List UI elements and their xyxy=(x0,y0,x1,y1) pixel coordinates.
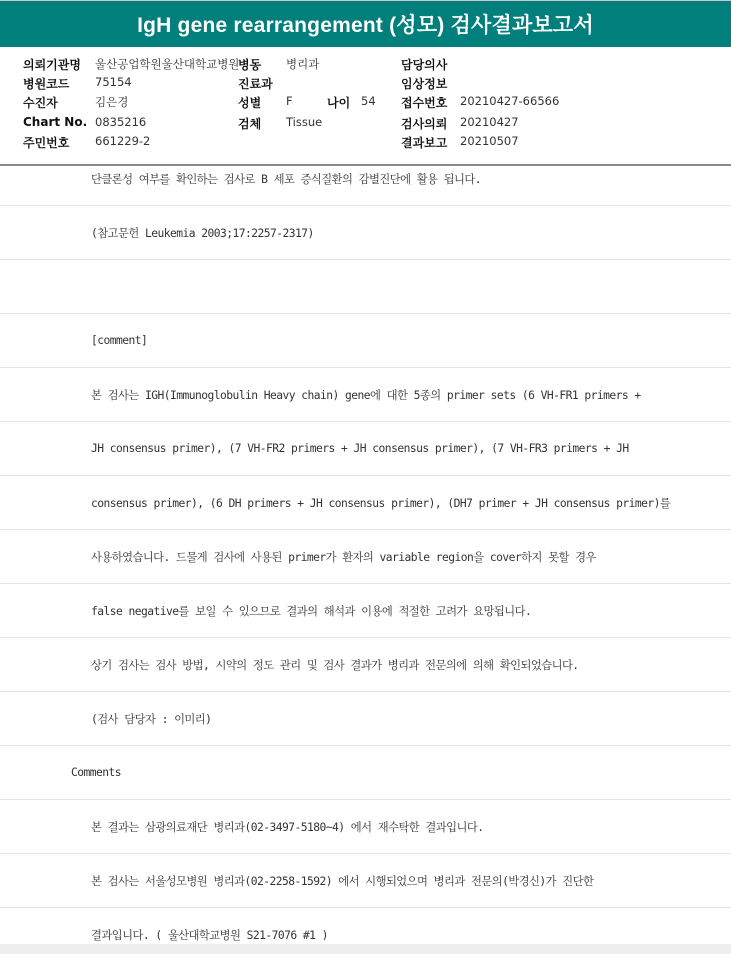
sex-label: 성별 xyxy=(238,96,262,110)
content-row xyxy=(0,584,731,638)
header-row-1 xyxy=(0,56,731,75)
receipt-no-value: 20210427-66566 xyxy=(460,94,560,108)
content-row xyxy=(0,854,731,908)
content-line: [comment] xyxy=(91,334,148,347)
bottom-strip xyxy=(0,944,731,954)
sex-value: F xyxy=(286,94,293,108)
dept-label: 진료과 xyxy=(238,77,273,91)
content-line: (검사 담당자 : 이미리) xyxy=(91,712,212,726)
content-line: consensus primer), (6 DH primers + JH consensus primer), (DH7 primer + JH consensus primer)를 xyxy=(91,496,671,510)
content-line: 단클론성 여부를 확인하는 검사로 B 세포 증식질환의 감별진단에 활용 됩니다. xyxy=(91,172,482,186)
ward-label: 병동 xyxy=(238,58,262,72)
comments-row xyxy=(0,746,731,800)
comments-heading: Comments xyxy=(71,766,122,779)
request-date-label: 검사의뢰 xyxy=(401,117,448,131)
report-body xyxy=(0,166,731,946)
report-title-bar xyxy=(0,0,731,47)
chart-no-label: Chart No. xyxy=(23,115,88,129)
hospital-label: 의뢰기관명 xyxy=(23,58,81,72)
content-row xyxy=(0,368,731,422)
report-date-value: 20210507 xyxy=(460,134,519,148)
content-line: 사용하였습니다. 드물게 검사에 사용된 primer가 환자의 variable region을 cover하지 못할 경우 xyxy=(91,550,596,564)
ward-value: 병리과 xyxy=(286,57,320,71)
hospital-code-label: 병원코드 xyxy=(23,77,70,91)
resident-no-label: 주민번호 xyxy=(23,136,70,150)
content-row xyxy=(0,206,731,260)
doctor-label: 담당의사 xyxy=(401,58,448,72)
content-line: JH consensus primer), (7 VH-FR2 primers + JH consensus primer), (7 VH-FR3 primers + JH xyxy=(91,442,629,455)
content-row xyxy=(0,530,731,584)
receipt-no-label: 접수번호 xyxy=(401,96,448,110)
content-row xyxy=(0,638,731,692)
content-line: 결과입니다. ( 울산대학교병원 S21-7076 #1 ) xyxy=(91,929,328,942)
content-line: 상기 검사는 검사 방법, 시약의 정도 관리 및 검사 결과가 병리과 전문의에 의해 확인되었습니다. xyxy=(91,658,579,672)
header-row-5 xyxy=(0,134,731,153)
content-row xyxy=(0,422,731,476)
specimen-label: 검체 xyxy=(238,117,262,131)
content-line: (참고문헌 Leukemia 2003;17:2257-2317) xyxy=(91,226,314,240)
clinical-info-label: 임상정보 xyxy=(401,77,448,91)
resident-no-value: 661229-2 xyxy=(95,134,151,148)
content-line: 본 검사는 서울성모병원 병리과(02-2258-1592) 에서 시행되었으며 병리과 전문의(박경신)가 진단한 xyxy=(91,874,594,888)
hospital-code-value: 75154 xyxy=(95,75,132,89)
content-row xyxy=(0,908,731,946)
header-row-4 xyxy=(0,115,731,134)
content-row xyxy=(0,692,731,746)
report-date-label: 결과보고 xyxy=(401,136,448,150)
content-row xyxy=(0,476,731,530)
request-date-value: 20210427 xyxy=(460,115,519,129)
content-line: false negative를 보일 수 있으므로 결과의 해석과 이용에 적절한 고려가 요망됩니다. xyxy=(91,604,532,618)
content-line: 본 결과는 삼광의료재단 병리과(02-3497-5180~4) 에서 재수탁한 결과입니다. xyxy=(91,820,484,834)
patient-label: 수진자 xyxy=(23,96,58,110)
report-header xyxy=(0,47,731,166)
content-line: 본 검사는 IGH(Immunoglobulin Heavy chain) gene에 대한 5종의 primer sets (6 VH-FR1 primers + xyxy=(91,388,641,402)
content-row xyxy=(0,314,731,368)
content-row xyxy=(0,166,731,206)
content-row xyxy=(0,260,731,314)
header-row-2 xyxy=(0,75,731,94)
report-title: IgH gene rearrangement (성모) 검사결과보고서 xyxy=(137,14,594,37)
content-row xyxy=(0,800,731,854)
specimen-value: Tissue xyxy=(286,115,323,129)
patient-value: 김은경 xyxy=(95,95,129,109)
age-label: 나이 xyxy=(327,96,351,110)
age-value: 54 xyxy=(361,94,376,108)
hospital-value: 울산공업학원울산대학교병원 xyxy=(95,57,240,71)
header-row-3 xyxy=(0,94,731,113)
chart-no-value: 0835216 xyxy=(95,115,147,129)
